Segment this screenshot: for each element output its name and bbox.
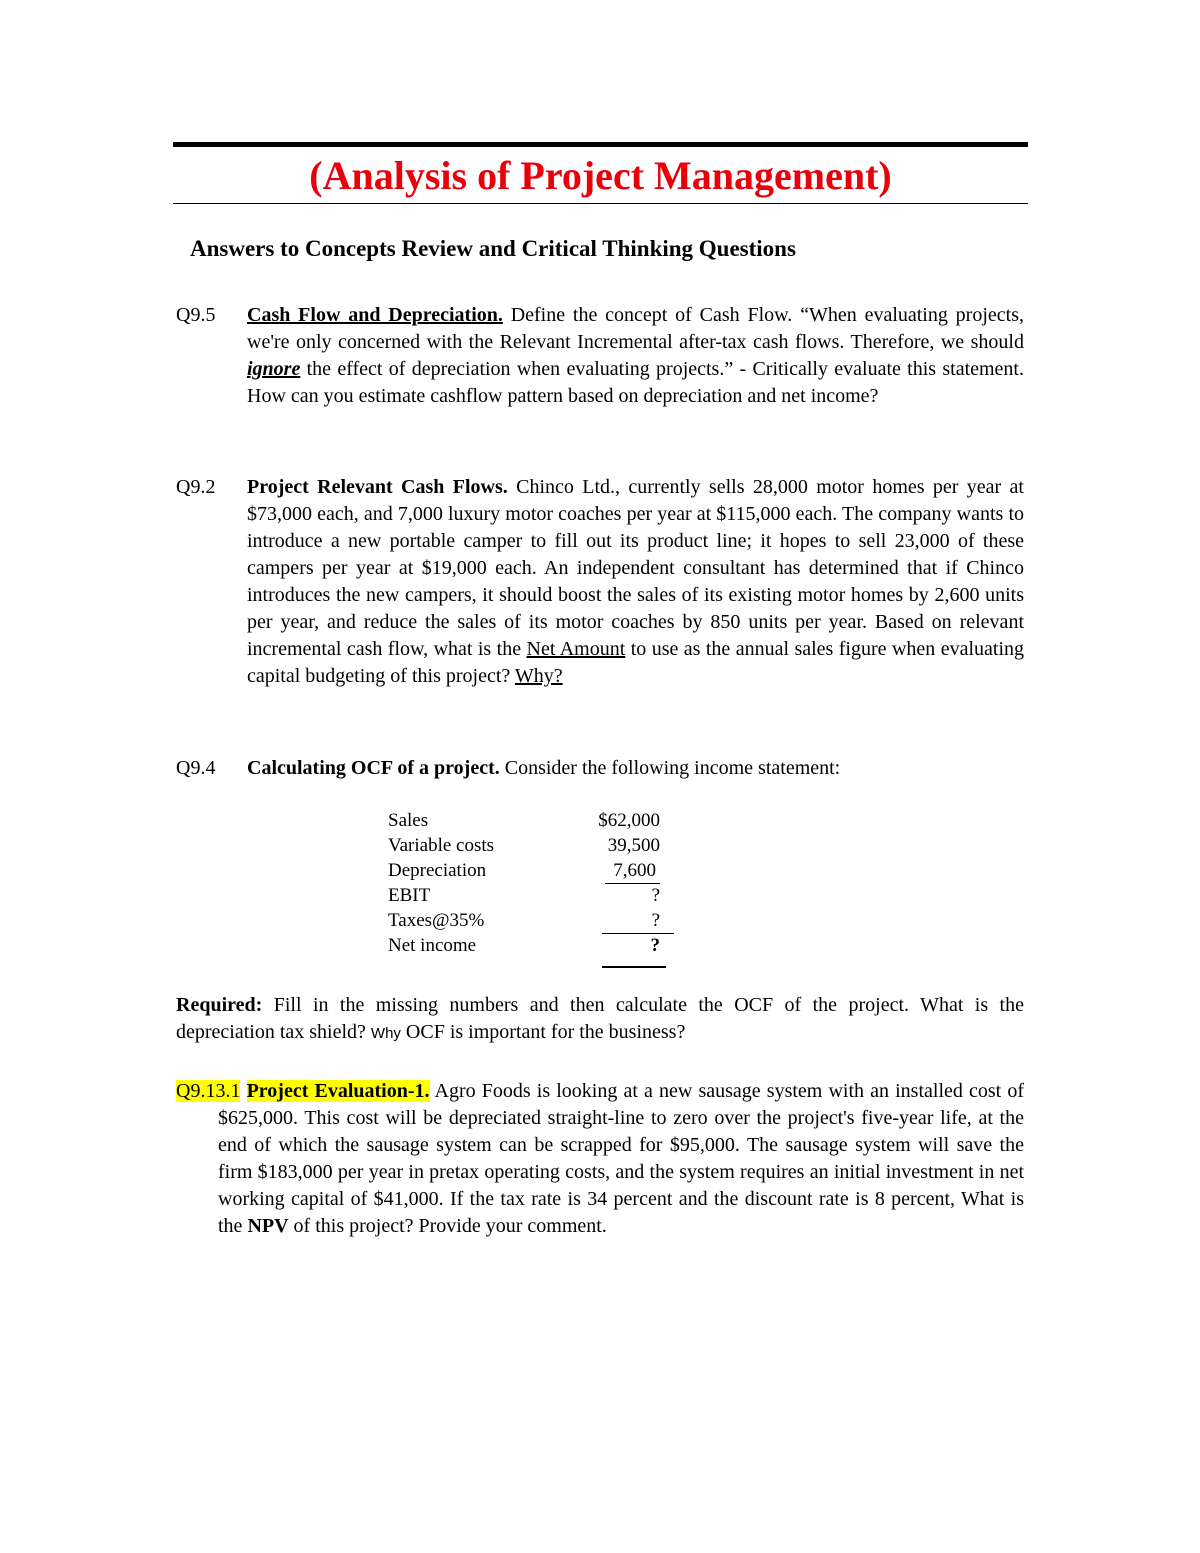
question-text: to use as the annual sales figure when evaluating capital budgeting of this project?: [247, 638, 1024, 687]
underlined-term: Net Amount: [526, 638, 626, 660]
question-text: Define the concept of Cash Flow. “When evaluating projects, we're only concerned with the Relevant Incremental after-tax cash flows. Therefore, we should: [247, 304, 1024, 353]
question-text: the effect of depreciation when evaluating projects.” - Critically evaluate this statement. How can you estimate cashflow pattern based on depreciation and net income?: [247, 358, 1024, 407]
title-bottom-rule: [173, 203, 1028, 204]
total-double-rule: [602, 966, 666, 968]
statement-label: Depreciation: [388, 860, 487, 881]
statement-value: ?: [602, 908, 674, 934]
question-body: [247, 474, 1024, 690]
statement-value: 39,500: [607, 835, 660, 856]
question-number: Q9.5: [176, 304, 216, 326]
page-title: (Analysis of Project Management): [309, 153, 892, 198]
statement-row: [388, 833, 678, 858]
statement-label: Sales: [388, 810, 429, 831]
required-instructions: [176, 992, 1024, 1047]
question-heading: Cash Flow and Depreciation.: [247, 304, 503, 326]
question-9-13-1: [176, 1078, 1024, 1240]
question-9-5: [176, 302, 1024, 410]
question-9-2: [176, 474, 1024, 690]
statement-row: [388, 883, 678, 908]
statement-value: ?: [651, 885, 660, 906]
question-text: of this project? Provide your comment.: [288, 1215, 607, 1237]
statement-row: [388, 933, 678, 958]
income-statement: [388, 808, 678, 958]
question-9-4: [176, 755, 1024, 782]
question-body: [176, 1078, 1024, 1240]
question-number: Q9.2: [176, 476, 216, 498]
question-text: Agro Foods is looking at a new sausage system with an installed cost of $625,000. This cost will be depreciated straight-line to zero over the project's five-year life, at the end of which the sausage system can be scrapped for $95,000. The sausage system will save the firm $183,000 per year in pretax operating costs, and the system requires an initial investment in net working capital of $41,000. If the tax rate is 34 percent and the discount rate is 8 percent, What is the: [218, 1080, 1025, 1237]
statement-value: 7,600: [605, 858, 660, 884]
question-number: Q9.4: [176, 757, 216, 779]
title-top-rule: [173, 142, 1028, 147]
statement-value-wrap: [602, 908, 674, 934]
statement-label: EBIT: [388, 885, 431, 906]
question-heading: Project Evaluation-1.: [246, 1080, 430, 1102]
statement-label: Net income: [388, 935, 477, 956]
required-text: Fill in the missing numbers and then calculate the OCF of the project. What is the depreciation tax shield?: [176, 994, 1024, 1043]
statement-row: [388, 808, 678, 833]
question-text: Consider the following income statement:: [499, 757, 841, 779]
question-heading: Calculating OCF of a project.: [247, 757, 500, 779]
statement-value: $62,000: [598, 810, 660, 831]
question-heading: Project Relevant Cash Flows.: [247, 476, 508, 498]
question-number: Q9.13.1: [176, 1080, 241, 1102]
why-word: Why: [370, 1025, 401, 1042]
required-label: Required:: [176, 994, 263, 1016]
statement-label: Taxes@35%: [388, 910, 485, 931]
statement-value: ?: [650, 935, 660, 956]
statement-row: [388, 908, 678, 933]
emphasis-word: ignore: [247, 358, 301, 380]
statement-label: Variable costs: [388, 835, 495, 856]
question-body: [247, 755, 1024, 782]
question-text: Chinco Ltd., currently sells 28,000 motor homes per year at $73,000 each, and 7,000 luxury motor coaches per year at $115,000 each. The company wants to introduce a new portable camper to fill out its product line; it hopes to sell 23,000 of these campers per year at $19,000 each. An independent consultant has determined that if Chinco introduces the new campers, it should boost the sales of its existing motor homes by 2,600 units per year, and reduce the sales of its motor coaches by 850 units per year. Based on relevant incremental cash flow, what is the: [247, 476, 1024, 660]
npv-term: NPV: [247, 1215, 289, 1237]
section-subtitle: Answers to Concepts Review and Critical Thinking Questions: [190, 236, 796, 261]
required-text: OCF is important for the business?: [400, 1021, 686, 1043]
question-body: [247, 302, 1024, 410]
statement-row: [388, 858, 678, 883]
underlined-term: Why?: [514, 665, 563, 687]
